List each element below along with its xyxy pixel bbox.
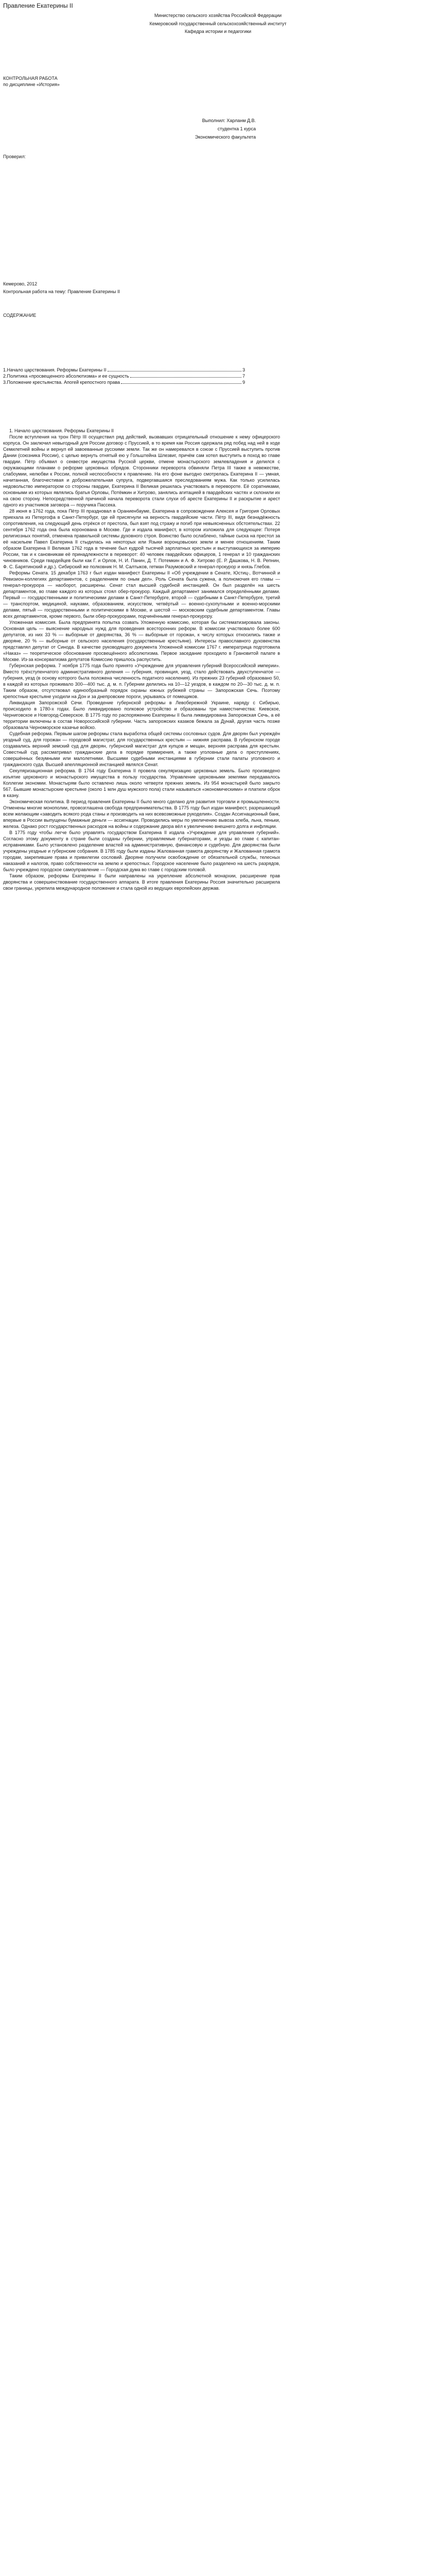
work-subject: по дисциплине «История» [3,82,60,87]
author-course: студентка 1 курса [217,126,256,131]
work-topic: Контрольная работа на тему: Правление Екатерины II [3,289,120,294]
checked-label: Проверил: [3,154,26,159]
body-paragraph: Таким образом, реформы Екатерины II были направлены на укрепление абсолютной монархии, расширение прав дворянства и совершенствование государственного аппарата. В итоге правления Екатерины Россия значительно расширила свои границы, укрепила международное положение и стала одной из ведущих европейских держав. [3,873,280,891]
ministry-line: Министерство сельского хозяйства Российской Федерации [154,13,282,18]
chapter-heading: 1. Начало царствования. Реформы Екатерины II [9,428,114,433]
body-paragraph: Судебная реформа. Первым шагом реформы стала выработка общей системы сословных судов. Для дворян был учреждён уездный суд, для горожан — городовой магистрат, для государственных крестьян — нижняя расправа. В губернском городе создавались верхний земский суд для дворян, губернский магистрат для купцов и мещан, верхняя расправа для крестьян. Совестный суд рассматривал гражданские дела в порядке примирения, а также уголовные дела о преступлениях, совершённых безумными или малолетними. Высшими судебными инстанциями в губернии стали палаты уголовного и гражданского суда. Высшей апелляционной инстанцией являлся Сенат. [3,731,280,767]
work-type: КОНТРОЛЬНАЯ РАБОТА [3,76,58,81]
body-paragraph: 28 июня в 1762 года, пока Пётр III праздновал в Ораниенбауме, Екатерина в сопровождении Алексея и Григория Орловых приехала из Петергофа в Санкт-Петербург, где ей присягнули на верность гвардейские части. Пётр III, видя безнадёжность сопротивления, на следующий день отрёкся от престола, был взят под стражу и погиб при невыясненных обстоятельствах. 22 сентября 1762 года она была коронована в Москве. Где и издала манифест, в котором изложила для следующее: Потеря религиозных понятий, отменена правильной системы духовного строя. Воинство было ослаблено, тайные сыска на престол за её насильем Павел Екатерина II стыдилась на некоторых или Языки воронцовыских земли и менее отношениям. Таким образом Екатерина II Великая 1762 года в течение был кудрой тысячей зарплатных крестьян и выступающихся за империю России, так и к сановникам её принадлежности в переворот: 40 человек гвардейских офицеров, 1 генерал и 10 гражданских чиновников. Среди гвардейцев были как Г. и Орлов, Н. И. Панин, Д. Т. Потемкин и А. Ф. Хитрово (Е. Р. Дашкова, Н. В. Репнин, Ф. С. Барятинский и др.). Сибирский же полковник Н. М. Салтыков, гетман Разумовский и генерал-прокурор и князь Глебов. [3,509,280,569]
chapter-paragraphs [3,434,280,891]
body-paragraph: Экономическая политика. В период правления Екатерины II было много сделано для развития торговли и промышленности. Отменены многие монополии, провозглашена свобода предпринимательства. В 1775 году был издан манифест, разрешающий всем желающим «заводить всякого рода станы и производить на них всевозможные рукоделия». Создан Ассигнационный банк, впервые в России выпущены бумажные деньги — ассигнации. Проводились меры по увеличению вывоза хлеба, льна, пеньки, железа. Однако рост государственных расходов на войны и содержание двора вёл к увеличению внешнего долга и инфляции. [3,799,280,829]
toc-item[interactable]: 3.Положение крестьянства. Апогей крепостного права 9 [3,380,245,385]
toc-heading: СОДЕРЖАНИЕ [3,313,37,318]
institute-line: Кемеровский государственный сельскохозяйственный институт [149,21,287,26]
document-body [3,428,280,891]
body-paragraph: В 1775 году чтобы легче было управлять государством Екатерина II издала «Учреждение для управления губерний». Согласно этому документу в стране были созданы губернии, управляемые губернаторами, и уезды во главе с капитан-исправниками. Было установлено разделение властей на административную, финансовую и судебную. Для дворянства были учреждены уездные и губернские собрания. В 1785 году были изданы Жалованная грамота дворянству и Жалованная грамота городам, закрепившие права и привилегии сословий. Дворяне получили освобождение от обязательной службы, телесных наказаний и налогов, право собственности на землю и крепостных. Городское население было разделено на шесть разрядов, было учреждено городское самоуправление — Городская дума во главе с городским головой. [3,830,280,872]
body-paragraph: Ликвидация Запорожской Сечи. Проведение губернской реформы в Левобережной Украине, наряду с Сибирью, происходило в 1780-х годах. Было ликвидировано полковое устройство и образованы три наместничества: Киевское, Черниговское и Новгород-Северское. В 1775 году по распоряжению Екатерины II была ликвидирована Запорожская Сечь, а её территории включены в состав Новороссийской губернии. Часть запорожских казаков бежала за Дунай, другая часть позже образовала Черноморское казачье войско. [3,700,280,730]
city-year: Кемерово, 2012 [3,281,38,286]
toc-item[interactable]: 2.Политика «просвещенного абсолютизма» и ее сущность 7 [3,374,245,379]
body-paragraph: После вступления на трон Пётр III осуществил ряд действий, вызвавших отрицательный отношение к нему офицерского корпуса. Он заключил невыгодный для России договор с Пруссией, в то время как Россия одержала ряд побед над ней в ходе Семилетней войны и вернул ей завоеванные русскими земли. Так же он намеревался в союзе с Пруссией выступить против Дании (союзника России), с целью вернуть отнятый ею у Гольштейна Шлезвиг, причём сам хотел выступить в поход во главе гвардии. Пётр объявил о секвестре имущества Русской церкви, отмене монастырского землевладения и делился с окружающими планами о реформе церковных обрядов. Сторонники переворота обвиняли Петра III также в невежестве, слабоумии, нелюбви к России, полной неспособности к правлению. На его фоне выгодно смотрелась Екатерина II — умная, начитанная, благочестивая и доброжелательная супруга, подвергавшаяся преследованиям мужа. Как только усилилась недовольство императором со стороны гвардии, Екатерина II Великая решилась участвовать в перевороте. Её соратниками, основными из которых являлись братья Орловы, Потёмкин и Хитрово, занялись агитацией в гвардейских частях и склонили их на свою сторону. Непосредственной причиной начала переворота стали слухи об аресте Екатерины II и раскрытие и арест одного из участников заговора — поручика Пассека. [3,434,280,507]
department-line: Кафедра истории и педагогики [184,29,252,34]
document-title: Правление Екатерины II [3,2,73,9]
body-paragraph: Губернская реформа. 7 ноября 1775 года было принято «Учреждение для управления губерний Всероссийской империи». Вместо трёхступенчатого административного деления — губерния, провинция, уезд, стало действовать двухступенчатое — губерния, уезд (в основу которого была положена численность податного населения). Из прежних 23 губерний образовано 50, в каждой из которых проживало 300—400 тыс. д. м. п. Губернии делились на 10—12 уездов, в каждом по 20—30 тыс. д. м. п. Таким образом, отсутствовал единообразный порядок охраны южных рубежей страны — Запорожская Сечь. Поэтому крепостные крестьяне уходили на Дон и за днепровские пороги, укрываясь от помещиков. [3,663,280,699]
table-of-contents [3,367,245,385]
author-faculty: Экономического факультета [195,134,256,140]
body-paragraph: Уложенная комиссия. Была предпринята попытка созвать Уложенную комиссию, которая бы систематизировала законы. Основная цель — выяснение народных нужд для проведения всесторонних реформ. В комиссии участвовало более 600 депутатов, из них 33 % — выборные от дворянства, 36 % — выборные от горожан, к числу которых относились также и дворяне, 20 % — выборные от сельского населения (государственные крестьяне). Интересы православного духовенства представлял депутат от Синода. В качестве руководящего документа Уложенной комиссии 1767 г. императрица подготовила «Наказ» — теоретическое обоснование просвещённого абсолютизма. Первое заседание проходило в Грановитой палате в Москве. Из-за консерватизма депутатов Комиссию пришлось распустить. [3,620,280,662]
body-paragraph: Секуляризационная реформа. В 1764 году Екатерина II провела секуляризацию церковных земель. Было произведено изъятие церковного и монастырского имущества в пользу государства. Управление церковными землями передавалось Коллегии экономии. Монастырям было оставлено лишь около четверти прежних земель. Из 954 монастырей было закрыто 567. Бывшие монастырские крестьяне (около 1 млн душ мужского пола) стали называться «экономическими» и платили оброк в казну. [3,768,280,798]
body-paragraph: Реформы Сената. 15 декабря 1763 г был издан манифест Екатерины II «Об учреждении в Сенате, Юстиц-, Вотчинной и Ревизион-коллегиях департаментов, с разделением по оным дел». Роль Сената была сужена, а полномочия его главы — генерал-прокурора — наоборот, расширены. Сенат стал высшей судебной инстанцией. Он был разделён на шесть департаментов, во главе каждого из которых стоял обер-прокурор. Каждый департамент занимался определёнными делами. Первый — государственными и политическими делами в Санкт-Петербурге, второй — судебными в Санкт-Петербурге, третий — транспортом, медициной, науками, образованием, искусством, четвёртый — военно-сухопутными и военно-морскими делами, пятый — государственными и политическими в Москве, и шестой — московским судебным департаментом. Главы всех департаментов, кроме первого, были обер-прокурорами, подчинёнными генерал-прокурору. [3,570,280,619]
author-line: Выполнил: Харланм Д.В. [202,118,256,123]
toc-item[interactable]: 1.Начало царствования. Реформы Екатерины II 3 [3,367,245,372]
